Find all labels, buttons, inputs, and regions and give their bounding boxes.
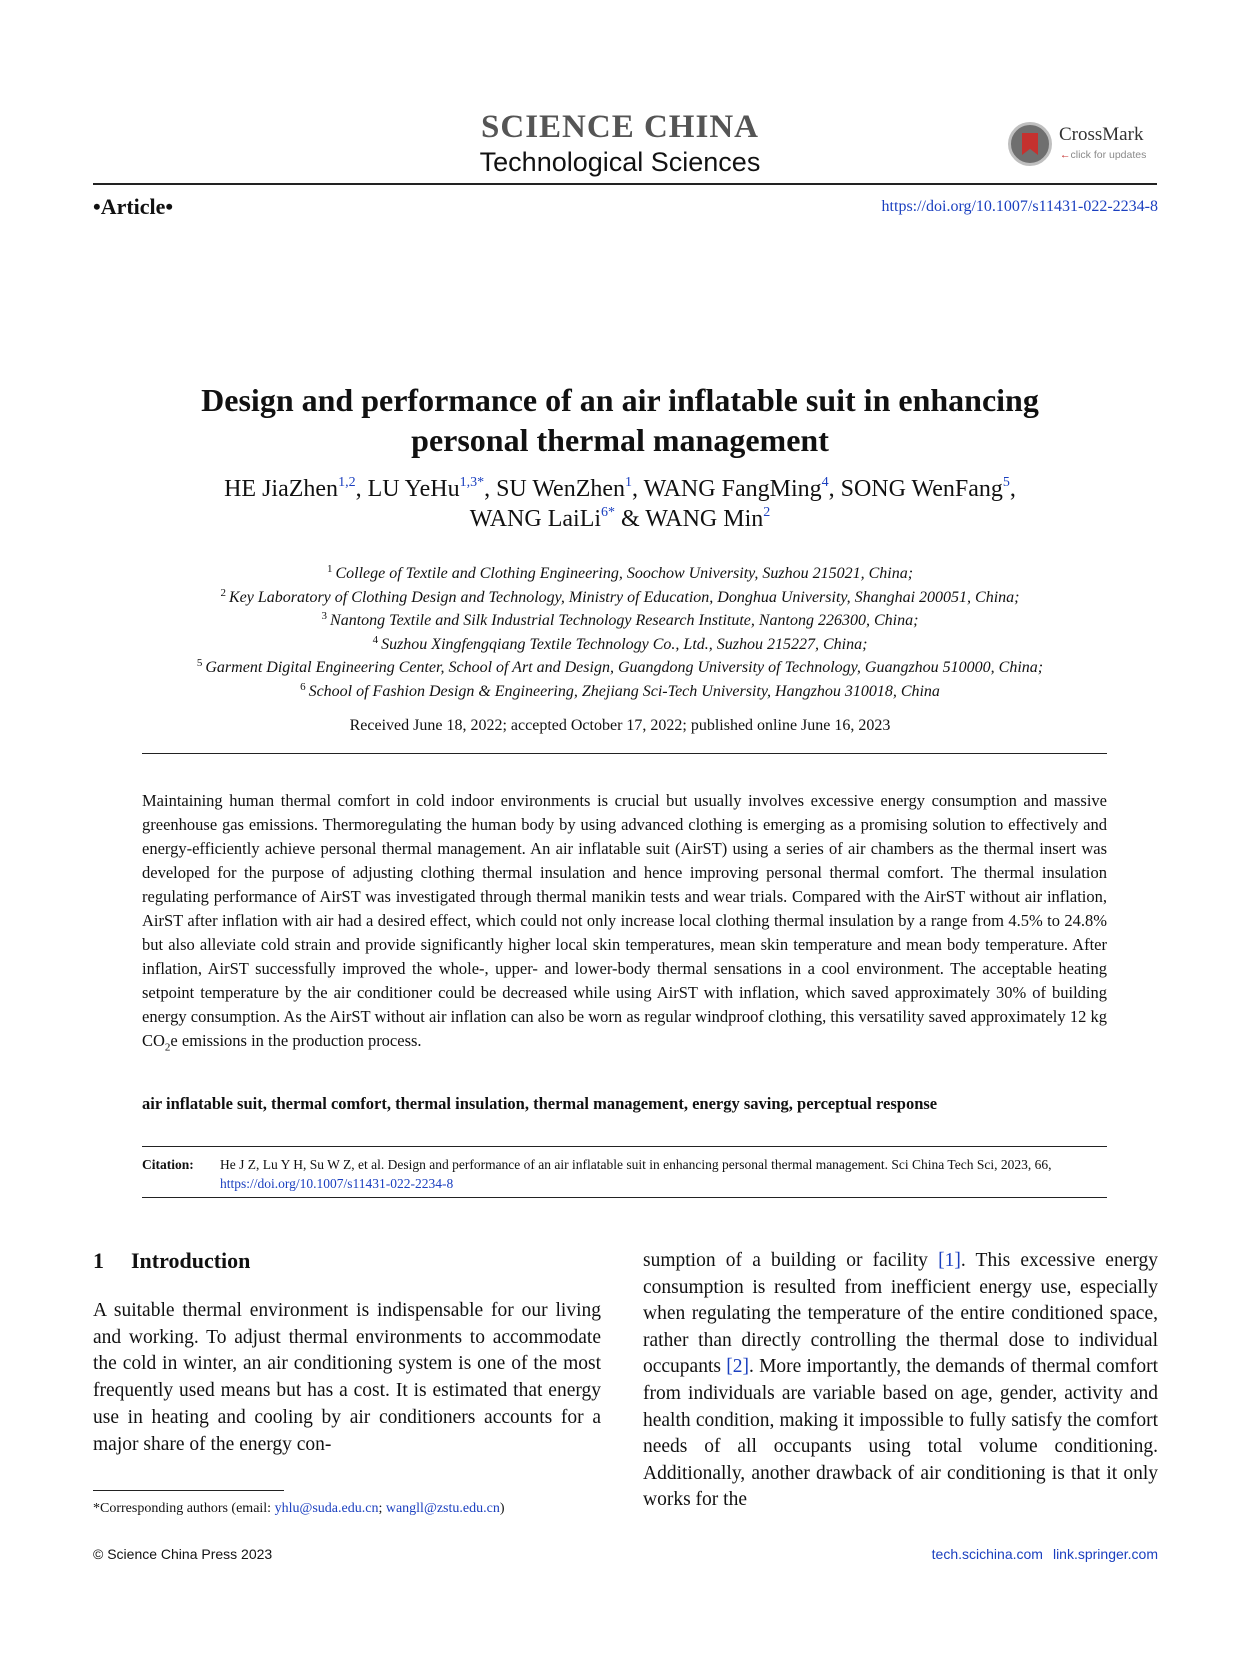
- author-affil-sup: 2: [763, 505, 771, 520]
- affiliation-item: $^5$ Garment Digital Engineering Center, School of Art and Design, Guangdong University of Technology, Guangzhou 510000, China;: [196, 657, 1044, 676]
- journal-subtitle: Technological Sciences: [479, 147, 761, 177]
- paper-title-line2: personal thermal management: [411, 422, 829, 458]
- abstract-rule: [142, 753, 1107, 754]
- paper-title: [100, 380, 1140, 460]
- section-number: 1: [93, 1248, 104, 1273]
- author-name: WANG FangMing: [643, 476, 822, 502]
- email-link[interactable]: yhlu@suda.edu.cn: [274, 1501, 379, 1516]
- article-type: •Article•: [93, 194, 174, 219]
- affiliation-item: $^6$ School of Fashion Design & Engineering, Zhejiang Sci-Tech University, Hangzhou 310018, China: [300, 680, 940, 700]
- doi-link[interactable]: https://doi.org/10.1007/s11431-022-2234-8: [881, 198, 1158, 215]
- citation-rule-top: [142, 1146, 1107, 1147]
- citation-doi-link[interactable]: https://doi.org/10.1007/s11431-022-2234-8: [220, 1176, 454, 1191]
- journal-name: SCIENCE CHINA: [481, 109, 759, 145]
- author-name: SONG WenFang: [840, 476, 1003, 502]
- crossmark-icon: [1008, 122, 1052, 166]
- keywords: air inflatable suit, thermal comfort, thermal insulation, thermal management, energy saving, perceptual response: [142, 1094, 938, 1113]
- author-name: HE JiaZhen: [224, 476, 339, 502]
- received-dates: Received June 18, 2022; accepted October 17, 2022; published online June 16, 2023: [349, 717, 891, 734]
- reference-link[interactable]: [2]: [726, 1356, 749, 1378]
- author-affil-sup: 6*: [601, 505, 616, 520]
- reference-link[interactable]: [1]: [938, 1250, 961, 1271]
- affiliation-list: [60, 562, 1180, 703]
- arrow-left-icon: ←: [1060, 149, 1071, 161]
- crossmark-title: CrossMark: [1059, 124, 1144, 145]
- citation-text: He J Z, Lu Y H, Su W Z, et al. Design and performance of an air inflatable suit in enhancing personal thermal management. Sci China Tech Sci, 2023, 66, https://doi.org/10.1007/s11431-022-2234-8: [220, 1157, 1052, 1191]
- author-name: LU YeHu: [367, 476, 460, 502]
- author-name: WANG LaiLi: [469, 506, 602, 532]
- footnote-rule: [93, 1490, 284, 1491]
- paper-title-line1: Design and performance of an air inflatable suit in enhancing: [201, 382, 1039, 418]
- author-affil-sup: 4: [821, 475, 829, 490]
- affiliation-item: $^1$ College of Textile and Clothing Engineering, Soochow University, Suzhou 215021, China;: [326, 563, 914, 582]
- author-line-2: WANG LaiLi$^{6*}$ & WANG Min$^2$: [469, 505, 771, 532]
- affiliation-item: $^4$ Suzhou Xingfengqiang Textile Technology Co., Ltd., Suzhou 215227, China;: [372, 633, 868, 653]
- copyright: © Science China Press 2023: [93, 1546, 273, 1562]
- section-title: Introduction: [131, 1248, 251, 1273]
- author-name: WANG Min: [645, 506, 764, 532]
- header-rule: [93, 183, 1157, 185]
- affiliation-item: $^3$ Nantong Textile and Silk Industrial Technology Research Institute, Nantong 226300, China;: [321, 610, 919, 629]
- corresponding-author-footnote: *Corresponding authors (email: yhlu@suda.edu.cn; wangll@zstu.edu.cn): [93, 1501, 505, 1516]
- author-affil-sup: 1,3*: [459, 475, 485, 490]
- footer-links: [932, 1546, 1158, 1562]
- author-affil-sup: 1: [625, 475, 633, 490]
- footer-link-scichina[interactable]: tech.scichina.com: [931, 1546, 1043, 1562]
- crossmark-subtitle: ←click for updates: [1060, 149, 1147, 161]
- email-link[interactable]: wangll@zstu.edu.cn: [385, 1501, 500, 1516]
- author-affil-sup: 5: [1002, 475, 1010, 490]
- author-line-1: HE JiaZhen$^{1,2}$, LU YeHu$^{1,3*}$, SU WenZhen$^1$, WANG FangMing$^4$, SONG WenFang$^5$,: [224, 475, 1016, 502]
- crossmark-badge[interactable]: [1008, 120, 1158, 172]
- citation-rule-bottom: [142, 1197, 1107, 1198]
- author-list: [100, 474, 1140, 534]
- author-affil-sup: 1,2: [338, 475, 356, 490]
- citation-label: Citation:: [142, 1157, 194, 1172]
- section-heading: [93, 1248, 250, 1274]
- body-column-left: A suitable thermal environment is indispensable for our living and working. To adjust thermal environments to accommodate the cold in winter, an air conditioning system is one of the most frequently used means but has a cost. It is estimated that energy use in heating and cooling by air conditioners accounts for a major share of the energy con-: [93, 1300, 601, 1455]
- affiliation-item: $^2$ Key Laboratory of Clothing Design and Technology, Ministry of Education, Donghua University, Shanghai 200051, China;: [220, 586, 1020, 606]
- footer-link-springer[interactable]: link.springer.com: [1052, 1546, 1158, 1562]
- body-column-right: sumption of a building or facility [1]. This excessive energy consumption is resulted from inefficient energy use, especially when regulating the temperature of the entire conditioned space, rather than directly controlling the thermal dose to individual occupants [2]. More importantly, the demands of thermal comfort from individuals are variable based on age, gender, activity and health condition, making it impossible to fully satisfy the comfort needs of all occupants using total volume conditioning. Additionally, another drawback of air conditioning is that it only works for the: [643, 1250, 1158, 1511]
- abstract: Maintaining human thermal comfort in cold indoor environments is crucial but usually involves excessive energy consumption and massive greenhouse gas emissions. Thermoregulating the human body by using advanced clothing is emerging as a promising solution to effectively and energy-efficiently achieve personal thermal management. An air inflatable suit (AirST) using a series of air chambers as the thermal insert was developed for the purpose of adjusting clothing thermal insulation and hence improving personal thermal comfort. The thermal insulation regulating performance of AirST was investigated through thermal manikin tests and wear trials. Compared with the AirST without air inflation, AirST after inflation with air had a desired effect, which could not only increase local clothing thermal insulation by a range from 4.5% to 24.8% but also alleviate cold strain and provide significantly higher local skin temperatures, mean skin temperature and mean body temperature. After inflation, AirST successfully improved the whole-, upper- and lower-body thermal sensations in a cool environment. The acceptable heating setpoint temperature by the air conditioner could be decreased while using AirST with inflation, which saved approximately 30% of building energy consumption. As the AirST without air inflation can also be worn as regular windproof clothing, this versatility saved approximately 12 kg $CO_2e$ emissions in the production process.: [142, 791, 1107, 1054]
- author-name: SU WenZhen: [496, 476, 626, 502]
